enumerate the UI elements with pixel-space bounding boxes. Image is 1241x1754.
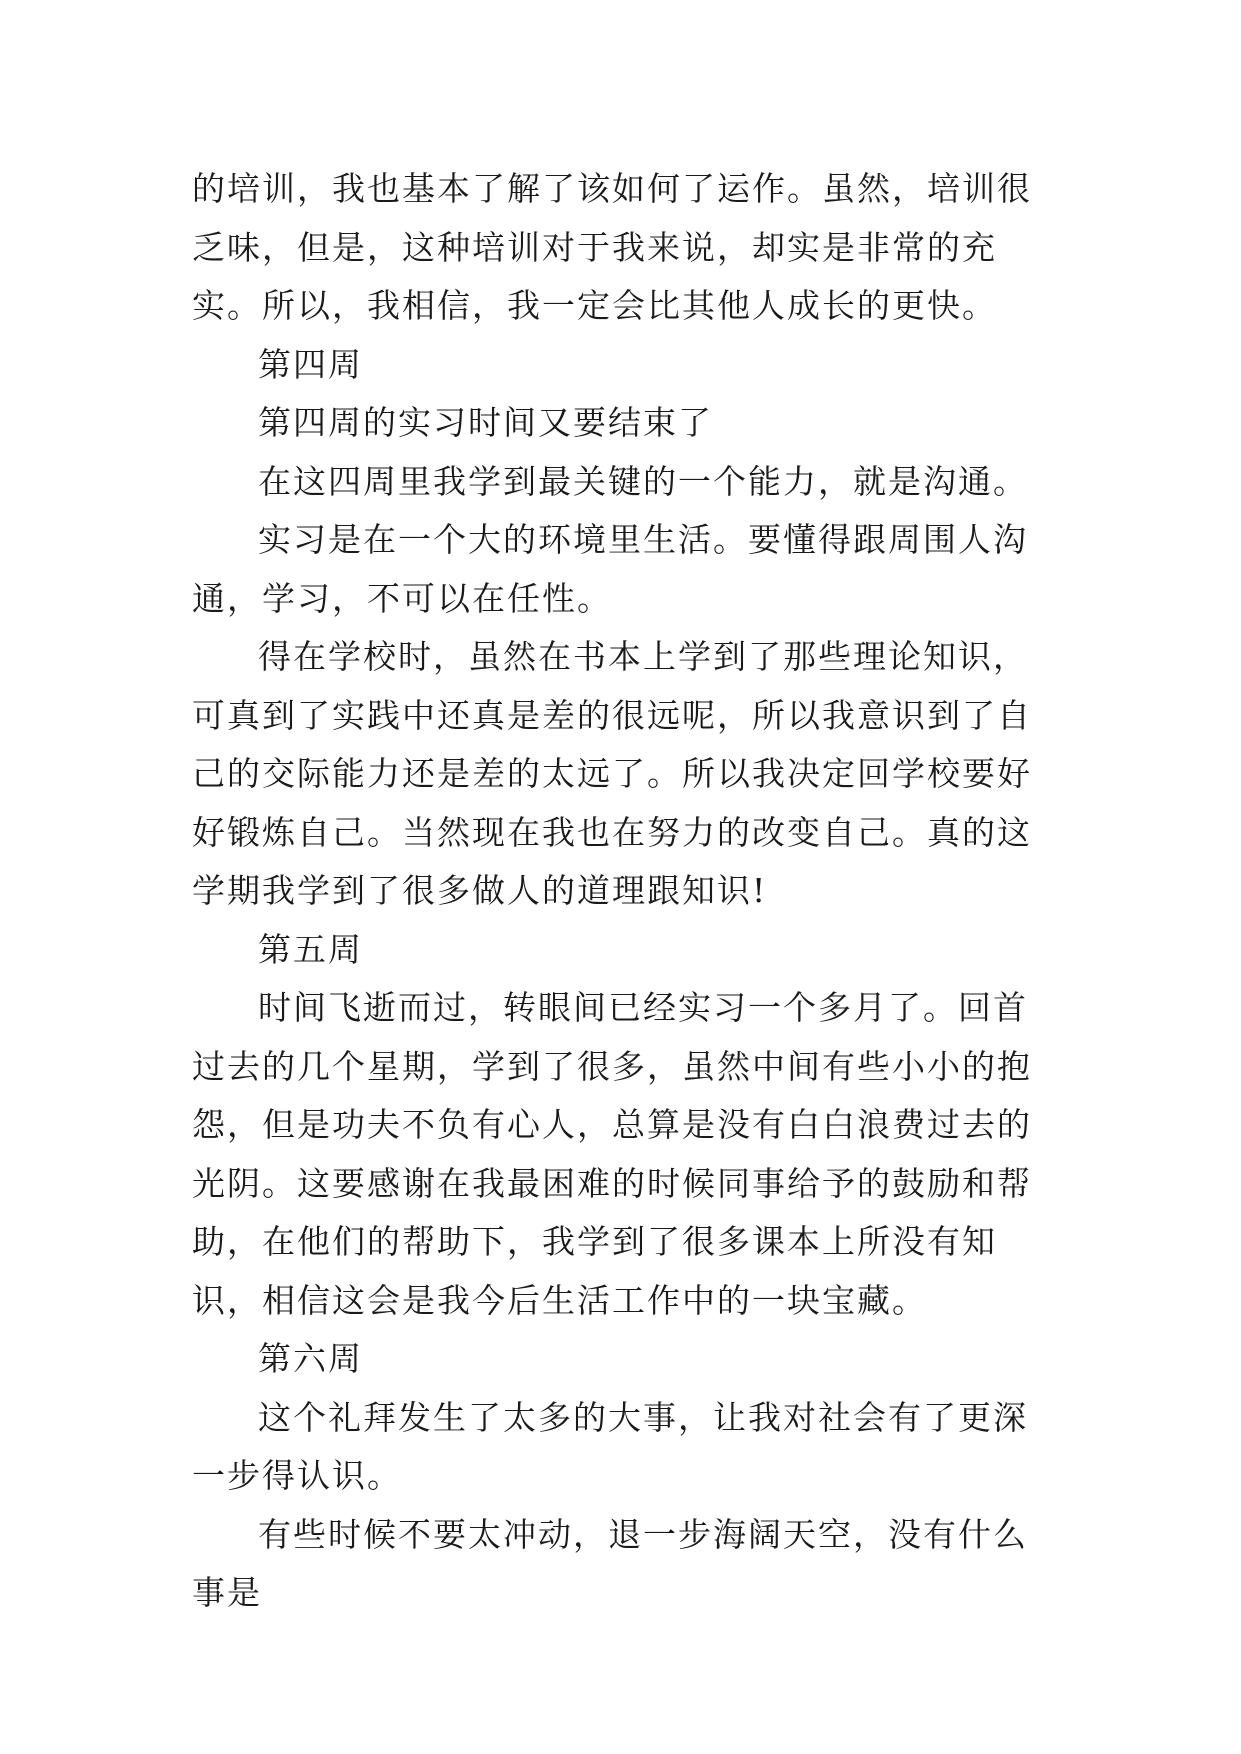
paragraph-week-four-end: 第四周的实习时间又要结束了 bbox=[258, 403, 713, 442]
paragraph-big-events: 这个礼拜发生了太多的大事，让我对社会有了更深一步得认识。 bbox=[192, 1397, 1028, 1495]
paragraph-time-flies: 时间飞逝而过，转眼间已经实习一个多月了。回首过去的几个星期，学到了很多，虽然中间有些小小的抱怨，但是功夫不负有心人，总算是没有白白浪费过去的光阴。这要感谢在我最困难的时候同事给予的鼓励和帮助，在他们的帮助下，我学到了很多课本上所没有知识，相信这会是我今后生活工作中的一块宝藏。 bbox=[192, 988, 1032, 1320]
paragraph-training: 的培训，我也基本了解了该如何了运作。虽然，培训很乏味，但是，这种培训对于我来说，却实是非常的充实。所以，我相信，我一定会比其他人成长的更快。 bbox=[192, 169, 1032, 325]
heading-week-five: 第五周 bbox=[258, 929, 363, 969]
paragraph-communication: 在这四周里我学到最关键的一个能力，就是沟通。 bbox=[258, 461, 1028, 501]
paragraph-school: 得在学校时，虽然在书本上学到了那些理论知识，可真到了实践中还真是差的很远呢，所以我意识到了自己的交际能力还是差的太远了。所以我决定回学校要好好锻炼自己。当然现在我也在努力的改变自己。真的这学期我学到了很多做人的道理跟知识! bbox=[192, 637, 1032, 910]
paragraph-environment: 实习是在一个大的环境里生活。要懂得跟周围人沟通，学习，不可以在任性。 bbox=[192, 520, 1028, 618]
heading-week-six: 第六周 bbox=[258, 1339, 363, 1378]
paragraph-impulse: 有些时候不要太冲动，退一步海阔天空，没有什么事是 bbox=[192, 1514, 1028, 1612]
document-body bbox=[192, 160, 1062, 1623]
heading-week-four: 第四周 bbox=[258, 344, 363, 384]
